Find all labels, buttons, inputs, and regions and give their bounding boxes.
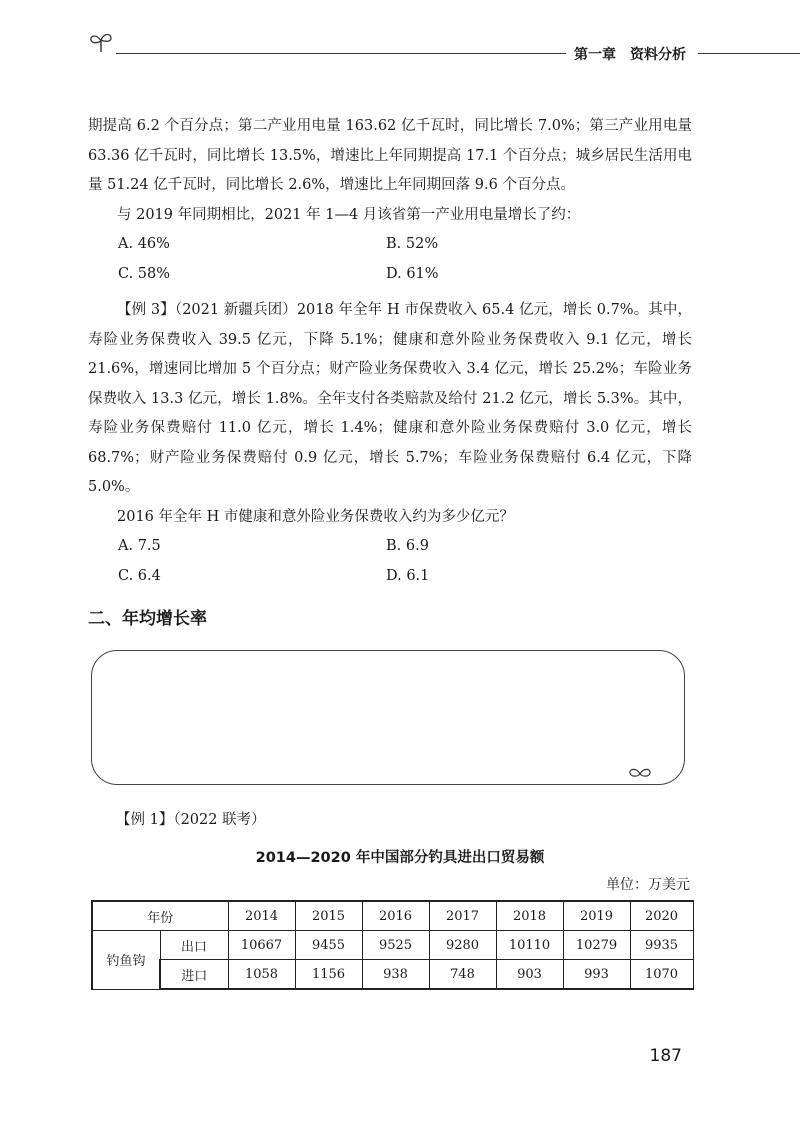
prev-example-paragraph: 期提高 6.2 个百分点；第二产业用电量 163.62 亿千瓦时，同比增长 7.0%；第三产业用电量 63.36 亿千瓦时，同比增长 13.5%，增速比上年同期提高 17.1 个百分点；城乡居民生活用电量 51.24 亿千瓦时，同比增长 2.6%，增速比上年同期回落 9.6 个百分点。 [88,118,692,193]
table-cell: 10279 [563,931,630,960]
table-row [92,931,693,960]
row-group-label: 钓鱼钩 [92,931,160,990]
example-3 [88,296,692,591]
header-rule-left [116,53,630,54]
table-cell: 9280 [429,931,496,960]
example-3-question: 2016 年全年 H 市健康和意外险业务保费收入约为多少亿元？ [117,508,514,525]
table-cell: 938 [362,960,429,990]
table-header-row [92,901,693,931]
prev-example [88,112,692,289]
prev-example-question: 与 2019 年同期相比，2021 年 1—4 月该省第一产业用电量增长了约： [117,206,581,223]
example-1-tag: 【例 1】（2022 联考） [116,812,266,828]
table-cell: 9525 [362,931,429,960]
running-header [88,30,712,70]
year-header: 年份 [92,901,228,931]
header-rule-right [698,53,800,54]
table-cell: 10667 [228,931,295,960]
section-title: 二、年均增长率 [88,609,207,629]
example-3-options [118,532,692,591]
year-cell: 2015 [295,901,362,931]
table-unit: 单位：万美元 [606,877,690,893]
option-b: B. 52% [386,236,439,252]
sprout-icon [88,30,114,54]
year-cell: 2020 [630,901,693,931]
table-cell: 1156 [295,960,362,990]
chapter-title: 第一章 资料分析 [566,44,694,64]
table-title: 2014—2020 年中国部分钓具进出口贸易额 [255,850,545,866]
year-cell: 2017 [429,901,496,931]
option-a: A. 46% [118,236,170,252]
option-d: D. 6.1 [386,567,430,584]
table-cell: 1058 [228,960,295,990]
table-cell: 993 [563,960,630,990]
example-3-paragraph: 【例 3】（2021 新疆兵团）2018 年全年 H 市保费收入 65.4 亿元，增长 0.7%。其中，寿险业务保费收入 39.5 亿元，下降 5.1%；健康和意外险业务保费收入 9.1 亿元，增长 21.6%，增速同比增加 5 个百分点；财产险业务保费收入 3.4 亿元，增长 25.2%；车险业务保费收入 13.3 亿元，增长 1.8%。全年支付各类赔款及给付 21.2 亿元，增长 5.3%。其中，寿险业务保费赔付 11.0 亿元，增长 1.4%；健康和意外险业务保费赔付 3.0 亿元，增长 68.7%；财产险业务保费赔付 0.9 亿元，增长 5.7%；车险业务保费赔付 6.4 亿元，下降 5.0%。 [88,302,692,495]
table-cell: 9455 [295,931,362,960]
table-cell: 903 [496,960,563,990]
prev-example-options [118,230,692,289]
option-d: D. 61% [386,265,439,282]
leaf-icon [628,766,652,780]
option-b: B. 6.9 [386,538,429,554]
option-c: C. 58% [118,265,171,282]
year-cell: 2019 [563,901,630,931]
year-cell: 2016 [362,901,429,931]
table-cell: 748 [429,960,496,990]
note-box [91,650,685,785]
option-a: A. 7.5 [118,538,161,554]
row-label: 出口 [160,931,228,960]
trade-table [91,900,694,990]
year-cell: 2014 [228,901,295,931]
table-cell: 1070 [630,960,693,990]
table-cell: 10110 [496,931,563,960]
table-cell: 9935 [630,931,693,960]
row-label: 进口 [160,960,228,990]
option-c: C. 6.4 [118,567,161,584]
page-number: 187 [649,1046,682,1066]
table-row [92,960,693,990]
year-cell: 2018 [496,901,563,931]
